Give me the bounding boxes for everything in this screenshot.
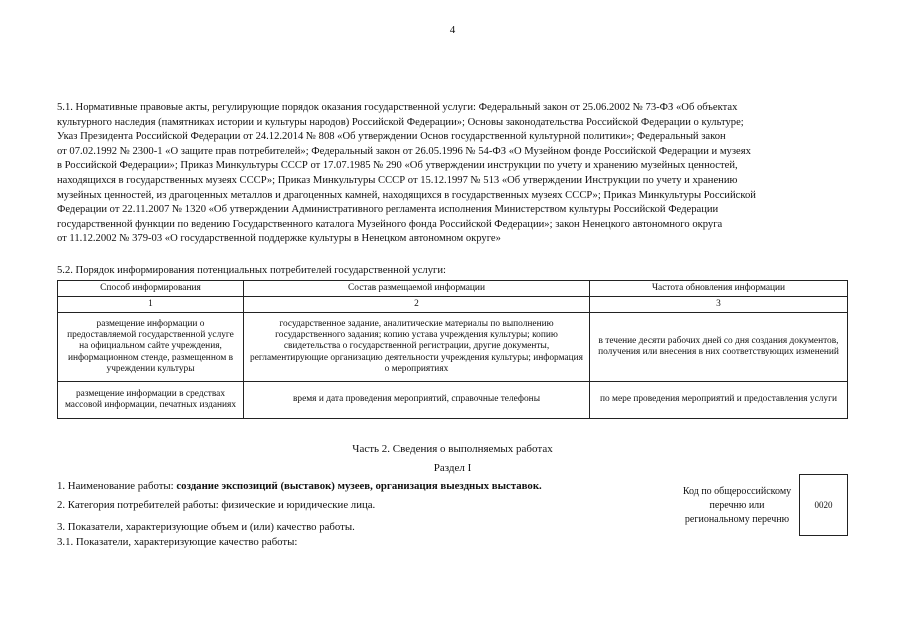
- indicators: 3. Показатели, характеризующие объем и (или) качество работы.: [57, 521, 355, 533]
- header-content: Состав размещаемой информации: [244, 281, 590, 297]
- cell-method: размещение информации в средствах массовой информации, печатных изданиях: [58, 382, 244, 419]
- section-5-1-line: 5.1. Нормативные правовые акты, регулирующие порядок оказания государственной услуги: Федеральный закон от 25.06.2002 № 73-ФЗ «Об объектах: [57, 102, 738, 113]
- table-number-row: [58, 297, 848, 313]
- table-row: [58, 313, 848, 382]
- cell-content: государственное задание, аналитические материалы по выполнению государственного задания; копию устава учреждения культуры; копию свидетельства о государственной регистрации, другие документы, регламентирующие организацию деятельности учреждения культуры; информация о мероприятиях: [244, 313, 590, 382]
- section-heading: Раздел I: [433, 462, 472, 474]
- code-label: Код по общероссийскому перечню или региональному перечню: [682, 486, 792, 525]
- consumer-category: 2. Категория потребителей работы: физические и юридические лица.: [57, 499, 376, 511]
- section-5-1-line: музейных ценностей, из драгоценных металлов и драгоценных камней, находящихся в государственных музеях СССР»; Приказ Минкультуры Российской: [57, 189, 756, 201]
- table-header-row: [58, 281, 848, 297]
- section-5-1-line: в Российской Федерации»; Приказ Минкультуры СССР от 17.07.1985 № 290 «Об утверждении инструкции по учету и хранению музейных ценностей,: [57, 160, 738, 172]
- work-name-label: 1. Наименование работы:: [57, 480, 177, 492]
- header-method: Способ информирования: [58, 281, 244, 297]
- work-name-value: создание экспозиций (выставок) музеев, организация выездных выставок.: [176, 480, 542, 492]
- cell-frequency: по мере проведения мероприятий и предоставления услуги: [590, 382, 848, 419]
- section-5-1-line: Указ Президента Российской Федерации от 24.12.2014 № 808 «Об утверждении Основ государственной культурной политики»; Федеральный закон: [57, 131, 726, 143]
- section-5-1: [57, 101, 847, 247]
- table-row: [58, 382, 848, 419]
- cell-method: размещение информации о предоставляемой государственной услуге на официальном сайте учреждения, информационном стенде, размещенном в учреждении культуры: [58, 313, 244, 382]
- information-table: [57, 280, 848, 419]
- code-box: [799, 474, 848, 536]
- code-value: 0020: [814, 500, 833, 510]
- section-5-1-line: от 07.02.1992 № 2300-1 «О защите прав потребителей»; Федеральный закон от 26.05.1996 № 54-ФЗ «О Музейном фонде Российской Федерации и музеях: [57, 145, 751, 157]
- header-frequency: Частота обновления информации: [590, 281, 848, 297]
- section-5-1-line: от 11.12.2002 № 379-03 «О государственной поддержке культуры в Ненецком автономном округе»: [57, 233, 501, 245]
- cell-content: время и дата проведения мероприятий, справочные телефоны: [244, 382, 590, 419]
- page-number: 4: [449, 24, 456, 36]
- part-2-title: Часть 2. Сведения о выполняемых работах: [352, 443, 553, 455]
- column-number: 2: [244, 297, 590, 313]
- column-number: 3: [590, 297, 848, 313]
- quality-indicators: 3.1. Показатели, характеризующие качество работы:: [57, 536, 298, 548]
- section-5-1-line: культурного наследия (памятниках истории и культуры народов) Российской Федерации»; Основы законодательства Российской Федерации о культуре;: [57, 116, 744, 128]
- work-name: [57, 480, 542, 492]
- section-5-2-title: 5.2. Порядок информирования потенциальных потребителей государственной услуги:: [57, 265, 446, 276]
- section-5-1-line: находящихся в государственных музеях СССР»; Приказ Минкультуры СССР от 15.12.1997 № 513 «Об утверждении Инструкции по учету и хранению: [57, 174, 738, 186]
- section-5-1-line: Федерации от 22.11.2007 № 1320 «Об утверждении Административного регламента исполнения Министерством культуры Российской Федерации: [57, 204, 719, 216]
- cell-frequency: в течение десяти рабочих дней со дня создания документов, получения или внесения в них соответствующих изменений: [590, 313, 848, 382]
- section-5-1-line: государственной функции по ведению Государственного каталога Музейного фонда Российской Федерации»; закон Ненецкого автономного округа: [57, 218, 723, 230]
- column-number: 1: [58, 297, 244, 313]
